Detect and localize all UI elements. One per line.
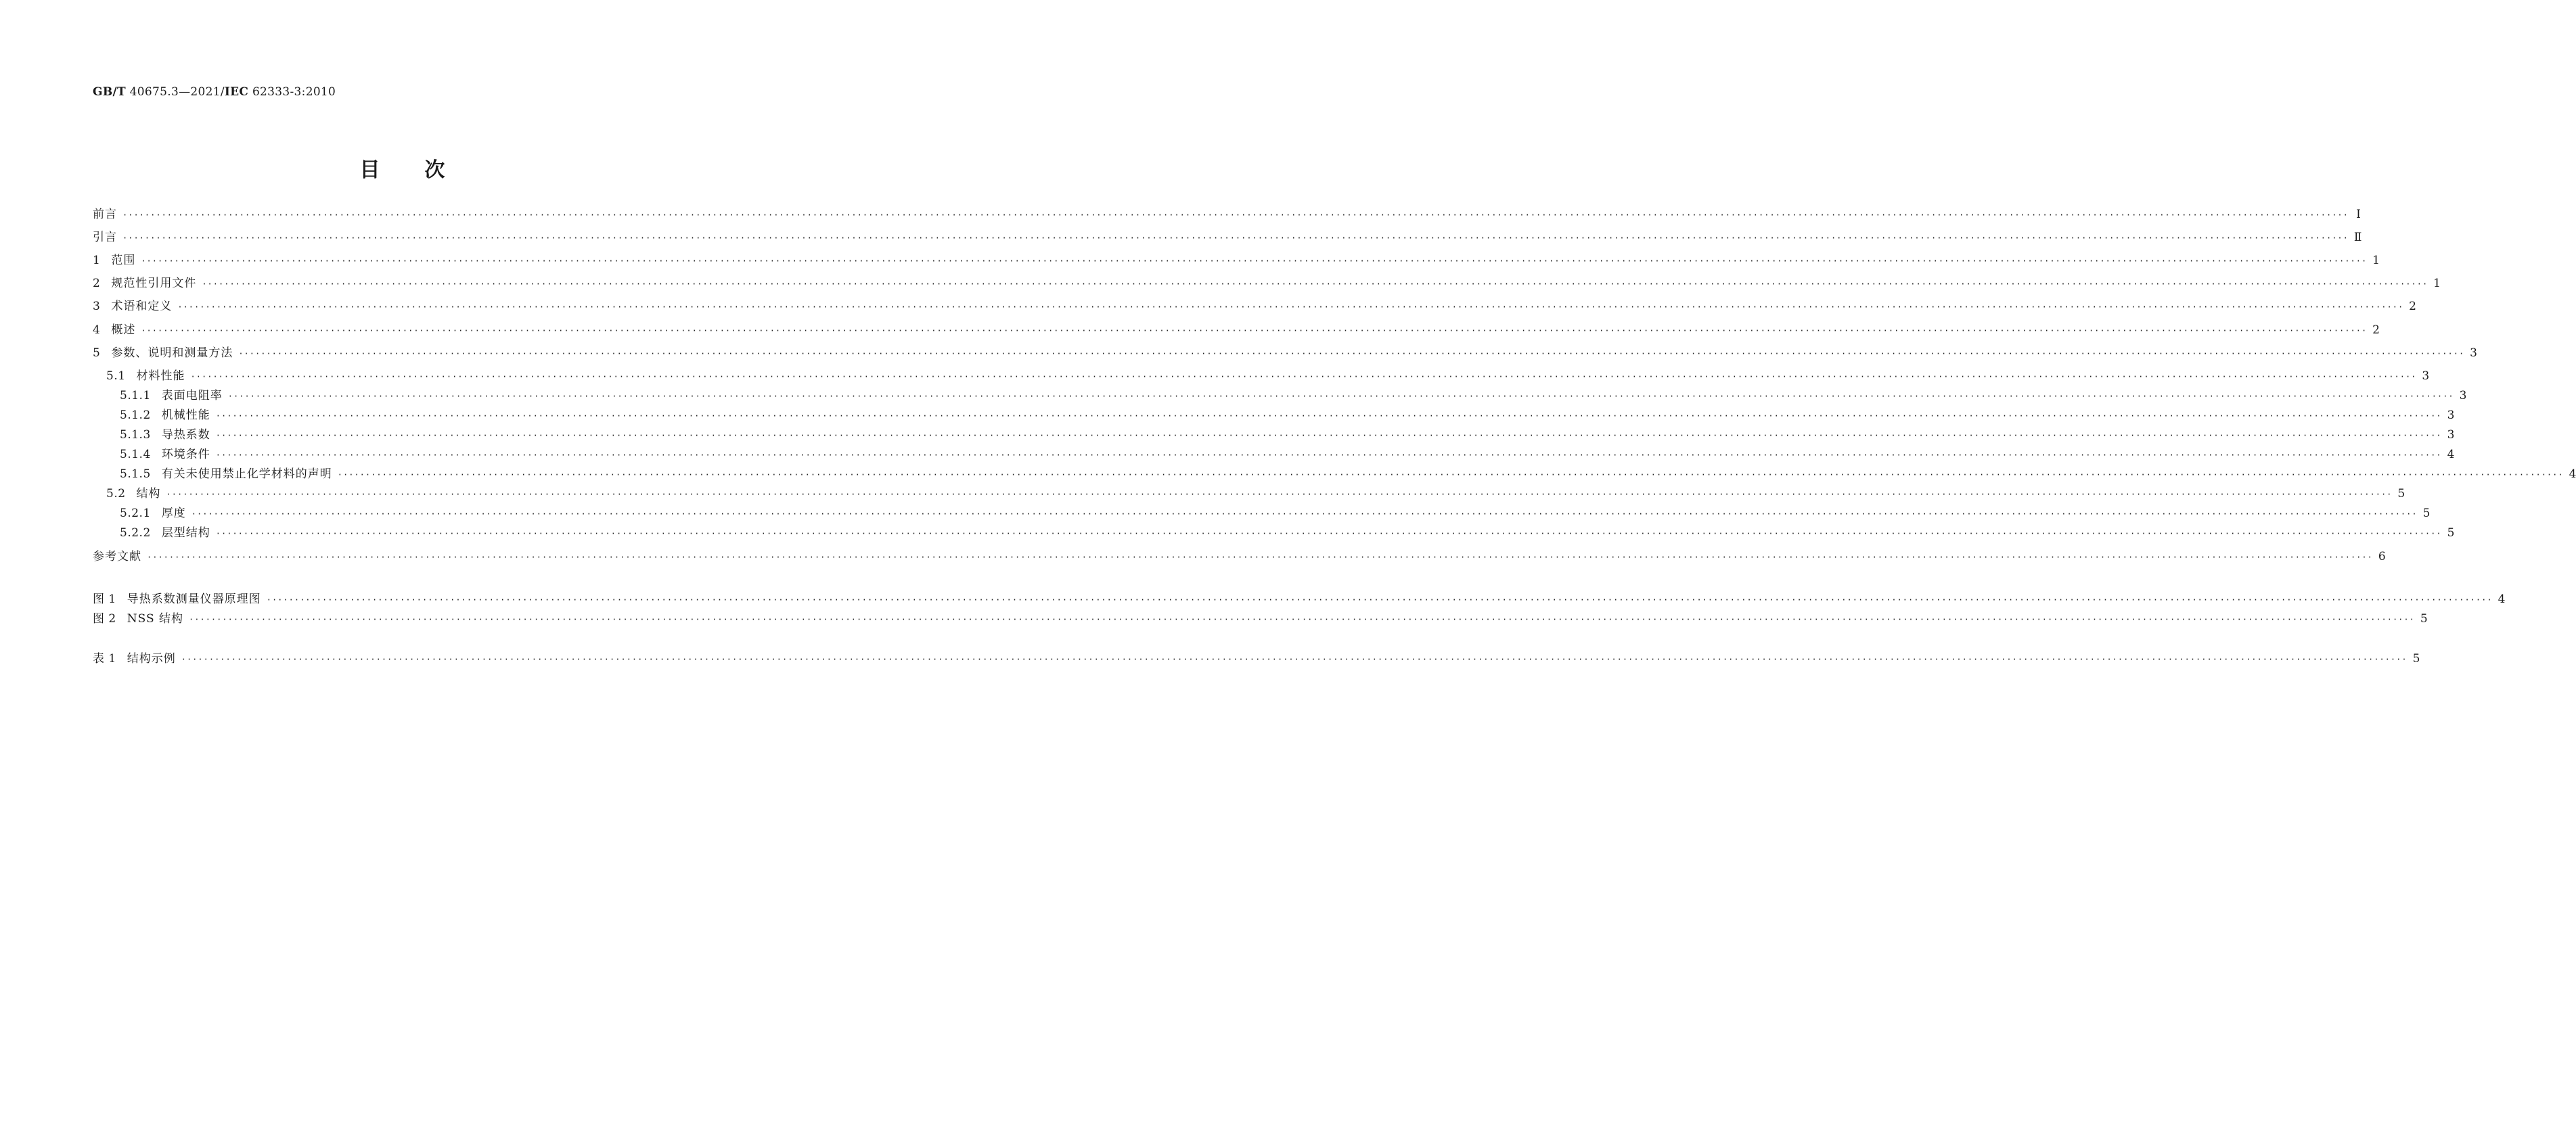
toc-entry-number: 5.2.2: [120, 526, 151, 540]
toc-entry-title: 参考文献: [93, 550, 141, 563]
dot-leader: ················································································································································································································································································································································································································: [177, 302, 2404, 312]
dot-leader: ················································································································································································································································································································································································································: [266, 595, 2493, 605]
toc-entry-title: 环境条件: [161, 448, 210, 461]
toc-entry-label: [93, 252, 135, 269]
toc-entry-number: 5.1.5: [120, 467, 151, 481]
toc-entry-page: 5: [2447, 526, 2455, 540]
toc-entry-label: [106, 486, 161, 502]
toc-entry[interactable]: [120, 407, 2455, 423]
toc-entry-page: 5: [2422, 507, 2431, 520]
dot-leader: ················································································································································································································································································································································································································: [215, 411, 2442, 421]
dot-leader: ················································································································································································································································································································································································································: [166, 490, 2393, 499]
toc-entry-label: [93, 206, 117, 223]
page-title: [0, 153, 806, 183]
toc-entry[interactable]: [120, 446, 2455, 463]
toc-entry-page: 6: [2378, 550, 2386, 563]
toc-entry-page: 3: [2447, 409, 2455, 422]
standard-number: 40675.3—2021/: [129, 85, 225, 99]
toc-entry-number: 5: [93, 346, 101, 360]
toc-entry-label: [93, 549, 141, 565]
toc-entry-number: 5.1: [106, 369, 126, 383]
iec-prefix: IEC: [224, 85, 249, 99]
toc-entry-page: Ⅱ: [2353, 231, 2362, 244]
toc-entry-number: 5.1.2: [120, 409, 151, 422]
toc-entry-page: 3: [2422, 369, 2430, 383]
dot-leader: ················································································································································································································································································································································································································: [122, 210, 2349, 220]
toc-entry[interactable]: [120, 525, 2455, 541]
toc-entry-title: 导热系数: [161, 428, 210, 442]
toc-entry-page: 2: [2372, 323, 2380, 337]
dot-leader: ················································································································································································································································································································································································································: [141, 326, 2368, 335]
dot-leader: ················································································································································································································································································································································································································: [190, 372, 2417, 381]
toc-entry-title: 机械性能: [161, 409, 210, 422]
dot-leader: ················································································································································································································································································································································································································: [141, 256, 2368, 266]
toc-entry-label: [120, 388, 223, 404]
toc-entry[interactable]: [93, 322, 2380, 338]
toc-entry-label: [120, 525, 210, 541]
table-entry[interactable]: [93, 651, 2420, 667]
toc-entry-label: [120, 446, 210, 463]
toc-entry[interactable]: [106, 368, 2430, 384]
toc-entry-label: [120, 505, 186, 521]
toc-entry-label: [106, 368, 185, 384]
toc-entry-number: 3: [93, 300, 101, 313]
toc-entry-label: [93, 298, 172, 315]
toc-entry-label: [93, 651, 176, 667]
title-char-right: 次: [424, 158, 447, 182]
toc-entry-label: [93, 275, 196, 292]
dot-leader: ················································································································································································································································································································································································································: [191, 509, 2418, 519]
toc-entry-label: [93, 611, 183, 627]
toc-entry-title: 前言: [93, 208, 117, 221]
dot-leader: ················································································································································································································································································································································································································: [238, 349, 2465, 358]
toc-entry-page: 1: [2433, 277, 2441, 290]
toc-entry-number: 表 1: [93, 652, 116, 666]
toc-entry[interactable]: [106, 486, 2405, 502]
toc-entry[interactable]: [93, 229, 2362, 246]
document-code: [93, 85, 336, 99]
toc-entry-title: 规范性引用文件: [111, 277, 197, 290]
standard-prefix: GB/T: [93, 85, 126, 99]
toc-entry-number: 2: [93, 277, 101, 290]
title-char-left: 目: [359, 158, 382, 182]
toc-entry-label: [93, 345, 233, 361]
dot-leader: ················································································································································································································································································································································································································: [122, 233, 2349, 243]
toc-entry[interactable]: [120, 466, 2576, 482]
toc-entry[interactable]: [120, 388, 2467, 404]
figure-entry[interactable]: [93, 591, 2506, 607]
toc-entry-page: Ⅰ: [2356, 208, 2361, 221]
toc-entry-page: 5: [2412, 652, 2420, 666]
toc-entry-title: 有关未使用禁止化学材料的声明: [161, 467, 332, 481]
toc-entry-label: [93, 229, 117, 246]
toc-entry-title: 导热系数测量仪器原理图: [127, 592, 261, 606]
dot-leader: ················································································································································································································································································································································································································: [202, 279, 2428, 289]
toc-entry-number: 5.1.4: [120, 448, 151, 461]
toc-entry-page: 4: [2498, 592, 2506, 606]
toc-entry-title: 概述: [111, 323, 136, 337]
toc-entry-page: 5: [2420, 612, 2428, 626]
dot-leader: ················································································································································································································································································································································································································: [215, 529, 2442, 538]
toc-entry-page: 2: [2409, 300, 2416, 313]
toc-entry[interactable]: [120, 427, 2455, 443]
toc-entry-label: [120, 466, 332, 482]
toc-entry-page: 4: [2569, 467, 2576, 481]
toc-entry-page: 4: [2447, 448, 2455, 461]
toc-entry-page: 3: [2470, 346, 2477, 360]
toc-entry-page: 3: [2459, 389, 2467, 402]
toc-entry-title: 范围: [111, 254, 136, 267]
toc-entry-label: [93, 591, 261, 607]
toc-entry[interactable]: [93, 345, 2477, 361]
toc-entry-label: [120, 427, 210, 443]
toc-entry-number: 图 2: [93, 612, 116, 626]
toc-entry-page: 5: [2397, 487, 2405, 501]
figure-entry[interactable]: [93, 611, 2428, 627]
toc-entry[interactable]: [120, 505, 2431, 521]
toc-entry-number: 5.1.3: [120, 428, 151, 442]
dot-leader: ················································································································································································································································································································································································································: [189, 615, 2415, 624]
toc-entry-label: [120, 407, 210, 423]
dot-leader: ················································································································································································································································································································································································································: [147, 553, 2373, 562]
toc-entry-number: 4: [93, 323, 101, 337]
toc-entry-title: 结构: [136, 487, 161, 501]
toc-entry[interactable]: [93, 206, 2361, 223]
toc-entry[interactable]: [93, 298, 2416, 315]
toc-entry-page: 1: [2372, 254, 2380, 267]
toc-entry-title: 术语和定义: [111, 300, 173, 313]
toc-entry-number: 5.1.1: [120, 389, 151, 402]
toc-entry-title: 厚度: [161, 507, 186, 520]
toc-entry-title: 结构示例: [127, 652, 176, 666]
toc-entry-number: 5.2: [106, 487, 126, 501]
toc-entry-title: 参数、说明和测量方法: [111, 346, 233, 360]
toc-entry[interactable]: [93, 549, 2386, 565]
dot-leader: ················································································································································································································································································································································································································: [215, 431, 2442, 440]
toc-entry[interactable]: [93, 252, 2380, 269]
dot-leader: ················································································································································································································································································································································································································: [215, 450, 2442, 460]
toc-entry-title: NSS 结构: [127, 612, 184, 626]
toc-entry-number: 5.2.1: [120, 507, 151, 520]
dot-leader: ················································································································································································································································································································································································································: [227, 392, 2454, 401]
toc-entry-title: 材料性能: [136, 369, 185, 383]
toc-entry-title: 层型结构: [161, 526, 210, 540]
toc-entry-title: 引言: [93, 231, 117, 244]
toc-entry[interactable]: [93, 275, 2441, 292]
toc-entry-page: 3: [2447, 428, 2455, 442]
dot-leader: ················································································································································································································································································································································································································: [337, 470, 2564, 480]
toc-entry-number: 1: [93, 254, 101, 267]
dot-leader: ················································································································································································································································································································································································································: [181, 655, 2408, 664]
toc-entry-title: 表面电阻率: [161, 389, 223, 402]
toc-entry-label: [93, 322, 135, 338]
toc-entry-number: 图 1: [93, 592, 116, 606]
iec-number: 62333-3:2010: [252, 85, 336, 99]
